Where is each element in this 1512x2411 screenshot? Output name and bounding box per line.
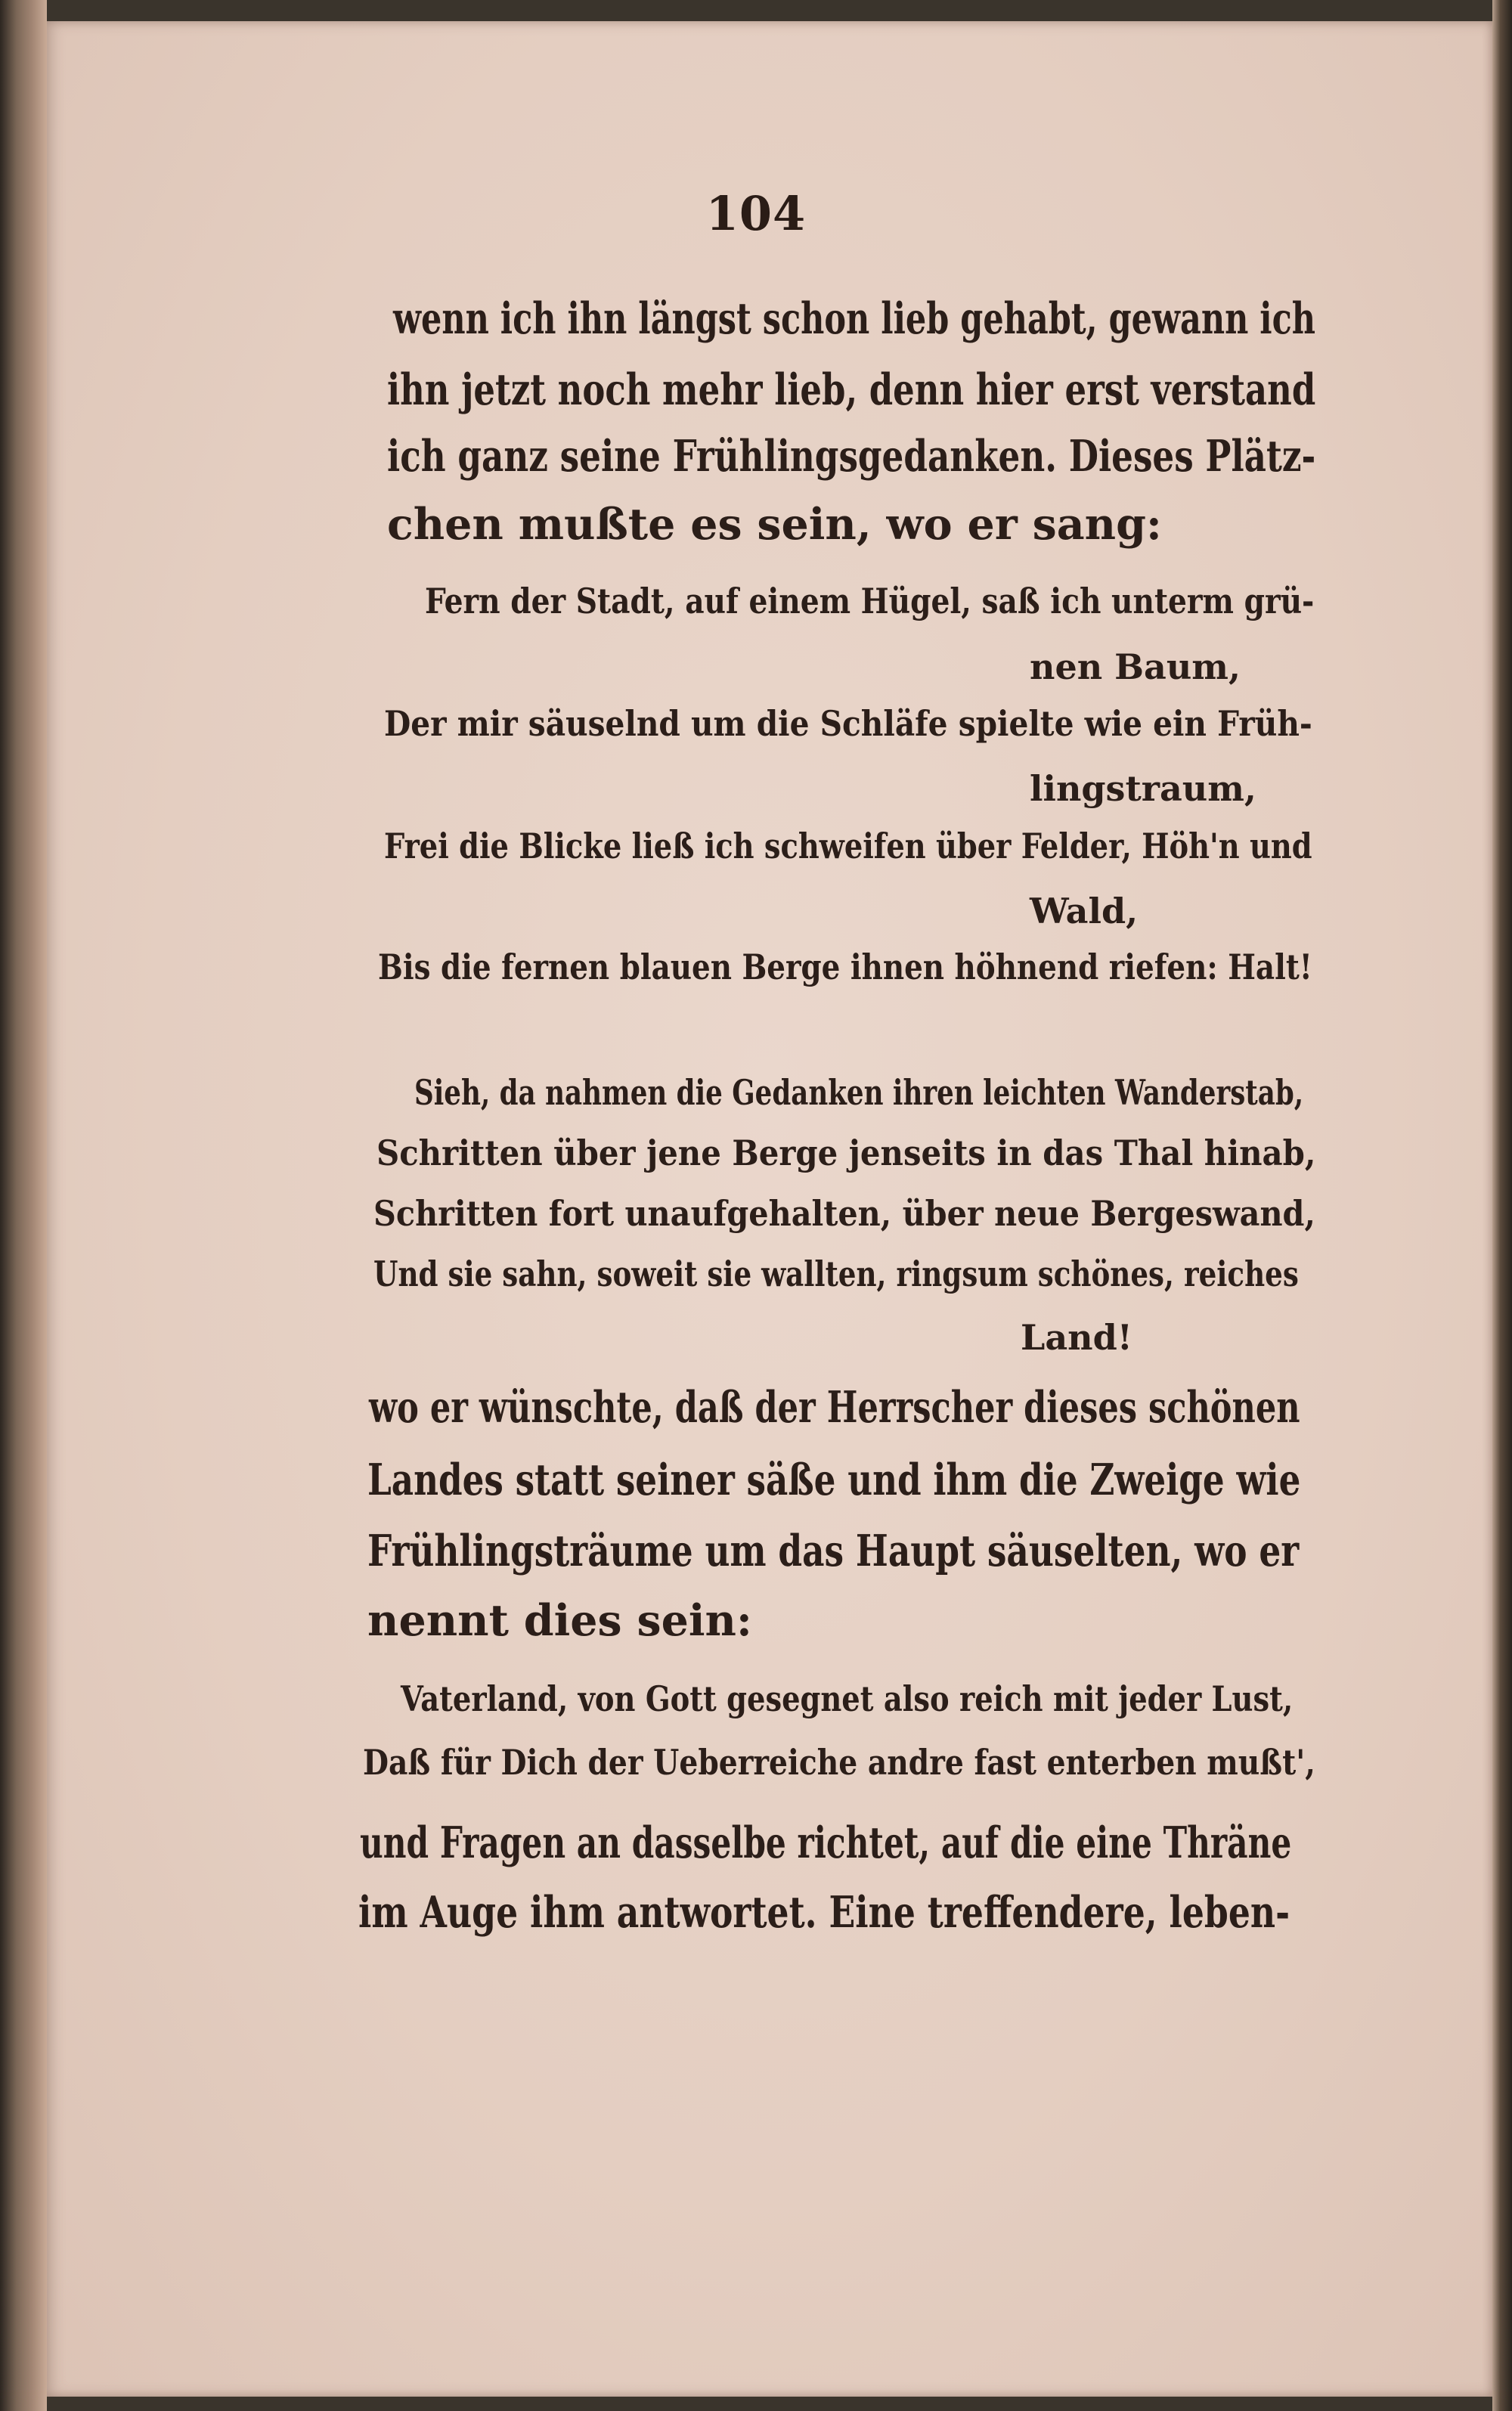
text-line: chen mußte es sein, wo er sang: bbox=[387, 499, 1162, 550]
text-line: ich ganz seine Frühlingsgedanken. Dieses Plätz- bbox=[387, 431, 1316, 482]
verse-line: Und sie sahn, soweit sie wallten, ringsum schönes, reiches bbox=[373, 1254, 1299, 1294]
text-line: und Fragen an dasselbe richtet, auf die eine Thräne bbox=[360, 1818, 1292, 1868]
text-line: wo er wünschte, daß der Herrscher dieses schönen bbox=[369, 1382, 1300, 1433]
page-number: 104 bbox=[705, 186, 807, 241]
verse-line: Wald, bbox=[1030, 891, 1139, 931]
book-page-edge bbox=[1492, 0, 1512, 2411]
verse-line: Schritten über jene Berge jenseits in das Thal hinab, bbox=[376, 1133, 1316, 1173]
verse-line: Schritten fort unaufgehalten, über neue Bergeswand, bbox=[373, 1193, 1315, 1234]
verse-line: Der mir säuselnd um die Schläfe spielte wie ein Früh- bbox=[384, 703, 1312, 744]
verse-line: Fern der Stadt, auf einem Hügel, saß ich unterm grü- bbox=[425, 581, 1315, 621]
book-gutter-edge bbox=[0, 0, 47, 2411]
verse-line: Vaterland, von Gott gesegnet also reich mit jeder Lust, bbox=[401, 1678, 1294, 1719]
verse-line: Sieh, da nahmen die Gedanken ihren leichten Wanderstab, bbox=[414, 1072, 1304, 1113]
text-line: Landes statt seiner säße und ihm die Zweige wie bbox=[367, 1455, 1301, 1505]
verse-line: Daß für Dich der Ueberreiche andre fast enterben mußt', bbox=[363, 1742, 1315, 1783]
verse-line: Bis die fernen blauen Berge ihnen höhnend riefen: Halt! bbox=[378, 947, 1312, 987]
text-line: nennt dies sein: bbox=[367, 1595, 752, 1646]
verse-line: Frei die Blicke ließ ich schweifen über Felder, Höh'n und bbox=[384, 826, 1312, 866]
text-line: wenn ich ihn längst schon lieb gehabt, gewann ich bbox=[393, 293, 1316, 344]
verse-line: lingstraum, bbox=[1030, 768, 1256, 809]
text-line: Frühlingsträume um das Haupt säuselten, wo er bbox=[367, 1526, 1300, 1576]
text-line: im Auge ihm antwortet. Eine treffendere, leben- bbox=[358, 1887, 1290, 1938]
verse-line: Land! bbox=[1021, 1317, 1132, 1358]
text-line: ihn jetzt noch mehr lieb, denn hier erst verstand bbox=[387, 364, 1316, 415]
verse-line: nen Baum, bbox=[1030, 646, 1241, 687]
